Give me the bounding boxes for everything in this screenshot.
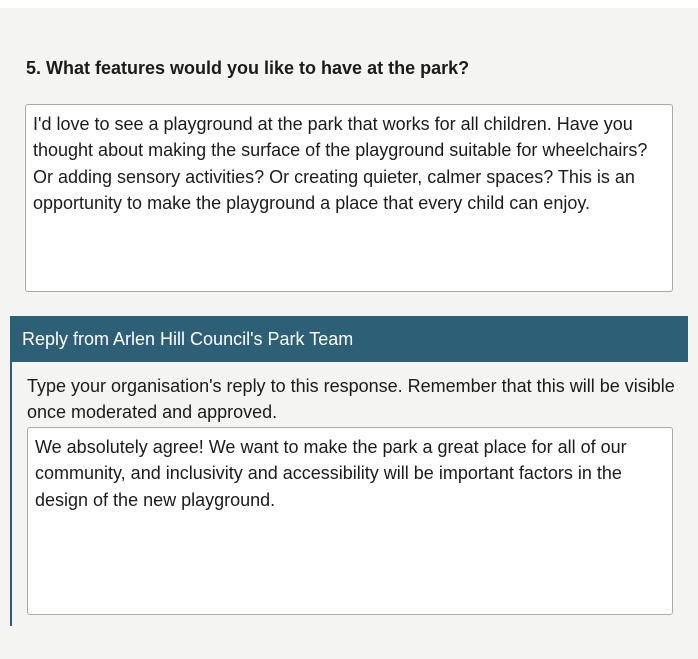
response-text-box: I'd love to see a playground at the park that works for all children. Have you thought about making the surface of the playground suitable for wheelchairs? Or adding sensory activities? Or creating quieter, calmer spaces? This is an opportunity to make the playground a place that every child can enjoy. (25, 104, 673, 292)
response-panel (0, 8, 698, 659)
reply-header: Reply from Arlen Hill Council's Park Team (12, 316, 688, 362)
reply-section (10, 316, 690, 626)
question-label: 5. What features would you like to have at the park? (26, 58, 470, 78)
reply-instructions: Type your organisation's reply to this response. Remember that this will be visible once moderated and approved. (27, 376, 675, 422)
reply-textarea[interactable]: We absolutely agree! We want to make the park a great place for all of our community, and inclusivity and accessibility will be important factors in the design of the new playground. (27, 427, 673, 615)
